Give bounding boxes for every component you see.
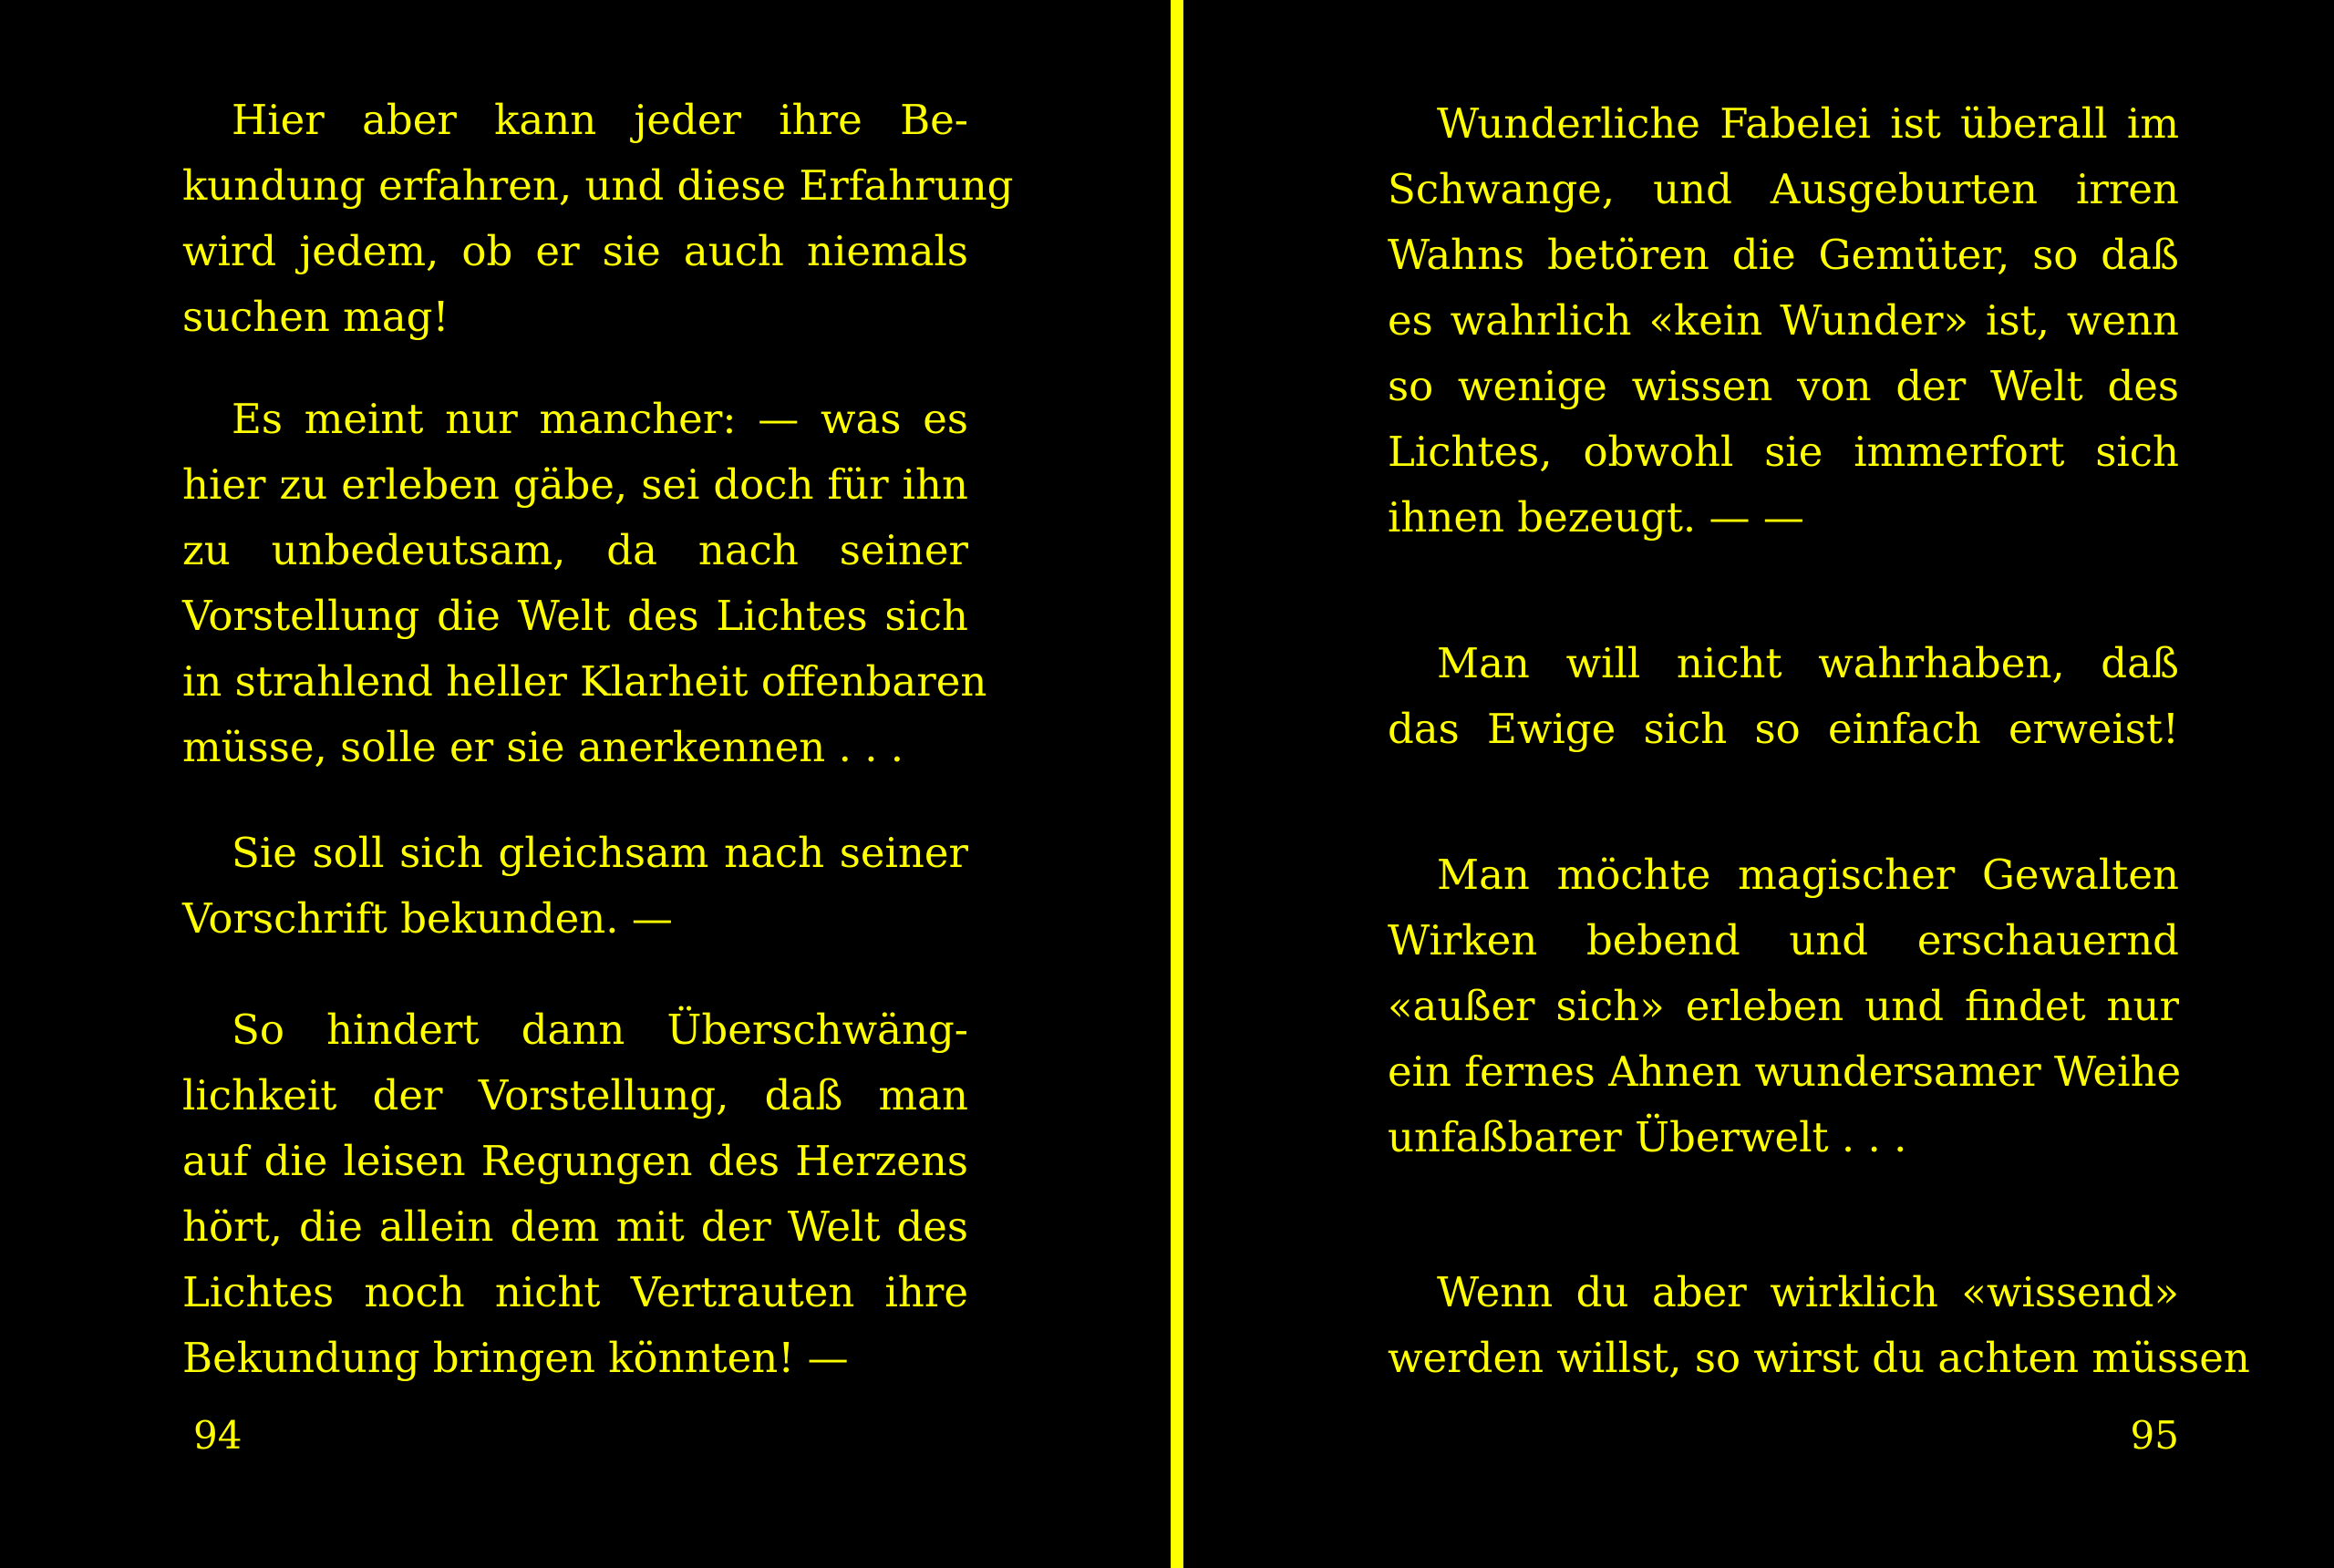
text-line: Wahns betören die Gemüter, so daß: [1388, 231, 2179, 279]
text-line: Hier aber kann jeder ihre Be-: [232, 96, 968, 144]
left-paragraph-4: [182, 997, 968, 1391]
text-line: zu unbedeutsam, da nach seiner: [182, 526, 968, 574]
page-edge: [1180, 629, 1182, 1568]
left-paragraph-3: [182, 820, 968, 952]
text-line: unfaßbarer Überwelt . . .: [1388, 1113, 1907, 1161]
right-paragraph-3: [1388, 842, 2182, 1171]
text-line: Man will nicht wahrhaben, daß: [1437, 639, 2179, 687]
text-line: suchen mag!: [182, 293, 449, 341]
text-line: hier zu erleben gäbe, sei doch für ihn: [182, 460, 968, 509]
page-number-right: 95: [2130, 1413, 2179, 1458]
text-line: Lichtes, obwohl sie immerfort sich: [1388, 428, 2179, 476]
text-line: ihnen bezeugt. — —: [1388, 493, 1804, 542]
text-line: Sie soll sich gleichsam nach seiner: [232, 829, 968, 877]
text-line: Vorschrift bekunden. —: [182, 894, 673, 943]
text-line: Wunderliche Fabelei ist überall im: [1437, 99, 2179, 148]
right-paragraph-1: [1388, 91, 2179, 551]
text-line: Es meint nur mancher: — was es: [232, 395, 968, 443]
left-paragraph-2: [182, 387, 987, 780]
text-line: Wenn du aber wirklich «wissend»: [1437, 1268, 2179, 1316]
text-line: Lichtes noch nicht Vertrauten ihre: [182, 1268, 968, 1316]
text-line: auf die leisen Regungen des Herzens: [182, 1137, 968, 1185]
text-line: So hindert dann Überschwäng-: [232, 1006, 968, 1054]
text-line: lichkeit der Vorstellung, daß man: [182, 1071, 968, 1119]
text-line: Bekundung bringen könnten! —: [182, 1334, 849, 1382]
text-line: in strahlend heller Klarheit offenbaren: [182, 657, 987, 706]
page-number-left: 94: [193, 1413, 243, 1458]
text-line: wird jedem, ob er sie auch niemals: [182, 227, 968, 275]
text-line: Man möchte magischer Gewalten: [1437, 851, 2179, 899]
text-line: kundung erfahren, und diese Erfahrung: [182, 161, 1014, 210]
text-line: «außer sich» erleben und findet nur: [1388, 982, 2179, 1030]
text-line: hört, die allein dem mit der Welt des: [182, 1202, 968, 1251]
right-paragraph-2: [1388, 631, 2179, 762]
right-paragraph-4: [1388, 1260, 2250, 1391]
text-line: es wahrlich «kein Wunder» ist, wenn: [1388, 296, 2179, 345]
left-paragraph-1: [182, 88, 1014, 350]
text-line: ein fernes Ahnen wundersamer Weihe: [1388, 1047, 2182, 1096]
text-line: müsse, solle er sie anerkennen . . .: [182, 723, 904, 771]
text-line: Vorstellung die Welt des Lichtes sich: [182, 592, 968, 640]
text-line: Schwange, und Ausgeburten irren: [1388, 165, 2179, 213]
text-line: so wenige wissen von der Welt des: [1388, 362, 2179, 410]
right-page: [1388, 0, 2250, 1568]
left-page: [182, 0, 1014, 1568]
text-line: das Ewige sich so einfach erweist!: [1388, 705, 2179, 753]
text-line: Wirken bebend und erschauernd: [1388, 916, 2179, 965]
text-line: werden willst, so wirst du achten müssen: [1388, 1334, 2250, 1382]
